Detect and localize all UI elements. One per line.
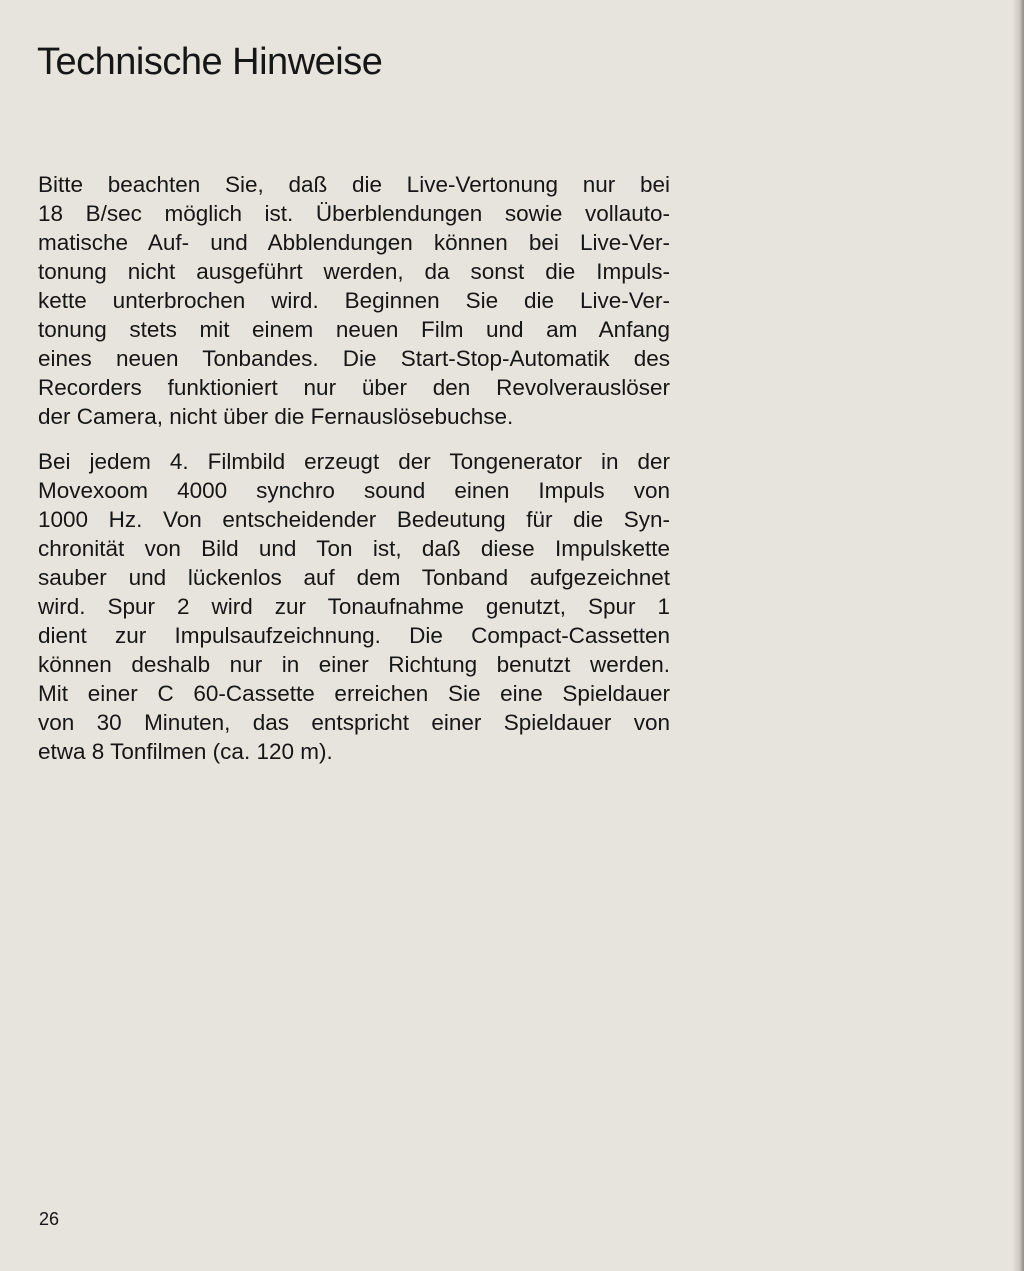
text-line: von 30 Minuten, das entspricht einer Spieldauer von [38,710,670,735]
text-line: chronität von Bild und Ton ist, daß diese Impulskette [38,536,670,561]
page-title: Technische Hinweise [37,41,383,83]
text-line: Recorders funktioniert nur über den Revolverauslöser [38,375,670,400]
text-line: Bitte beachten Sie, daß die Live-Vertonung nur bei [38,172,670,197]
text-line: dient zur Impulsaufzeichnung. Die Compact-Cassetten [38,623,670,648]
text-line: matische Auf- und Abblendungen können bei Live-Ver- [38,230,670,255]
text-line: Bei jedem 4. Filmbild erzeugt der Tongenerator in der [38,449,670,474]
body-text [38,170,670,782]
page-edge-shadow [1012,0,1024,1271]
text-line: Movexoom 4000 synchro sound einen Impuls von [38,478,670,503]
text-line: etwa 8 Tonfilmen (ca. 120 m). [38,739,333,764]
text-line: der Camera, nicht über die Fernauslösebuchse. [38,404,514,429]
text-line: Mit einer C 60-Cassette erreichen Sie eine Spieldauer [38,681,670,706]
paragraph [38,170,670,431]
text-line: tonung nicht ausgeführt werden, da sonst die Impuls- [38,259,670,284]
text-line: kette unterbrochen wird. Beginnen Sie die Live-Ver- [38,288,670,313]
text-line: 1000 Hz. Von entscheidender Bedeutung für die Syn- [38,507,670,532]
text-line: können deshalb nur in einer Richtung benutzt werden. [38,652,670,677]
text-line: wird. Spur 2 wird zur Tonaufnahme genutzt, Spur 1 [38,594,670,619]
page-number: 26 [39,1209,60,1229]
text-line: tonung stets mit einem neuen Film und am Anfang [38,317,670,342]
text-line: 18 B/sec möglich ist. Überblendungen sowie vollauto- [38,201,670,226]
paragraph [38,447,670,766]
text-line: eines neuen Tonbandes. Die Start-Stop-Automatik des [38,346,670,371]
text-line: sauber und lückenlos auf dem Tonband aufgezeichnet [38,565,670,590]
